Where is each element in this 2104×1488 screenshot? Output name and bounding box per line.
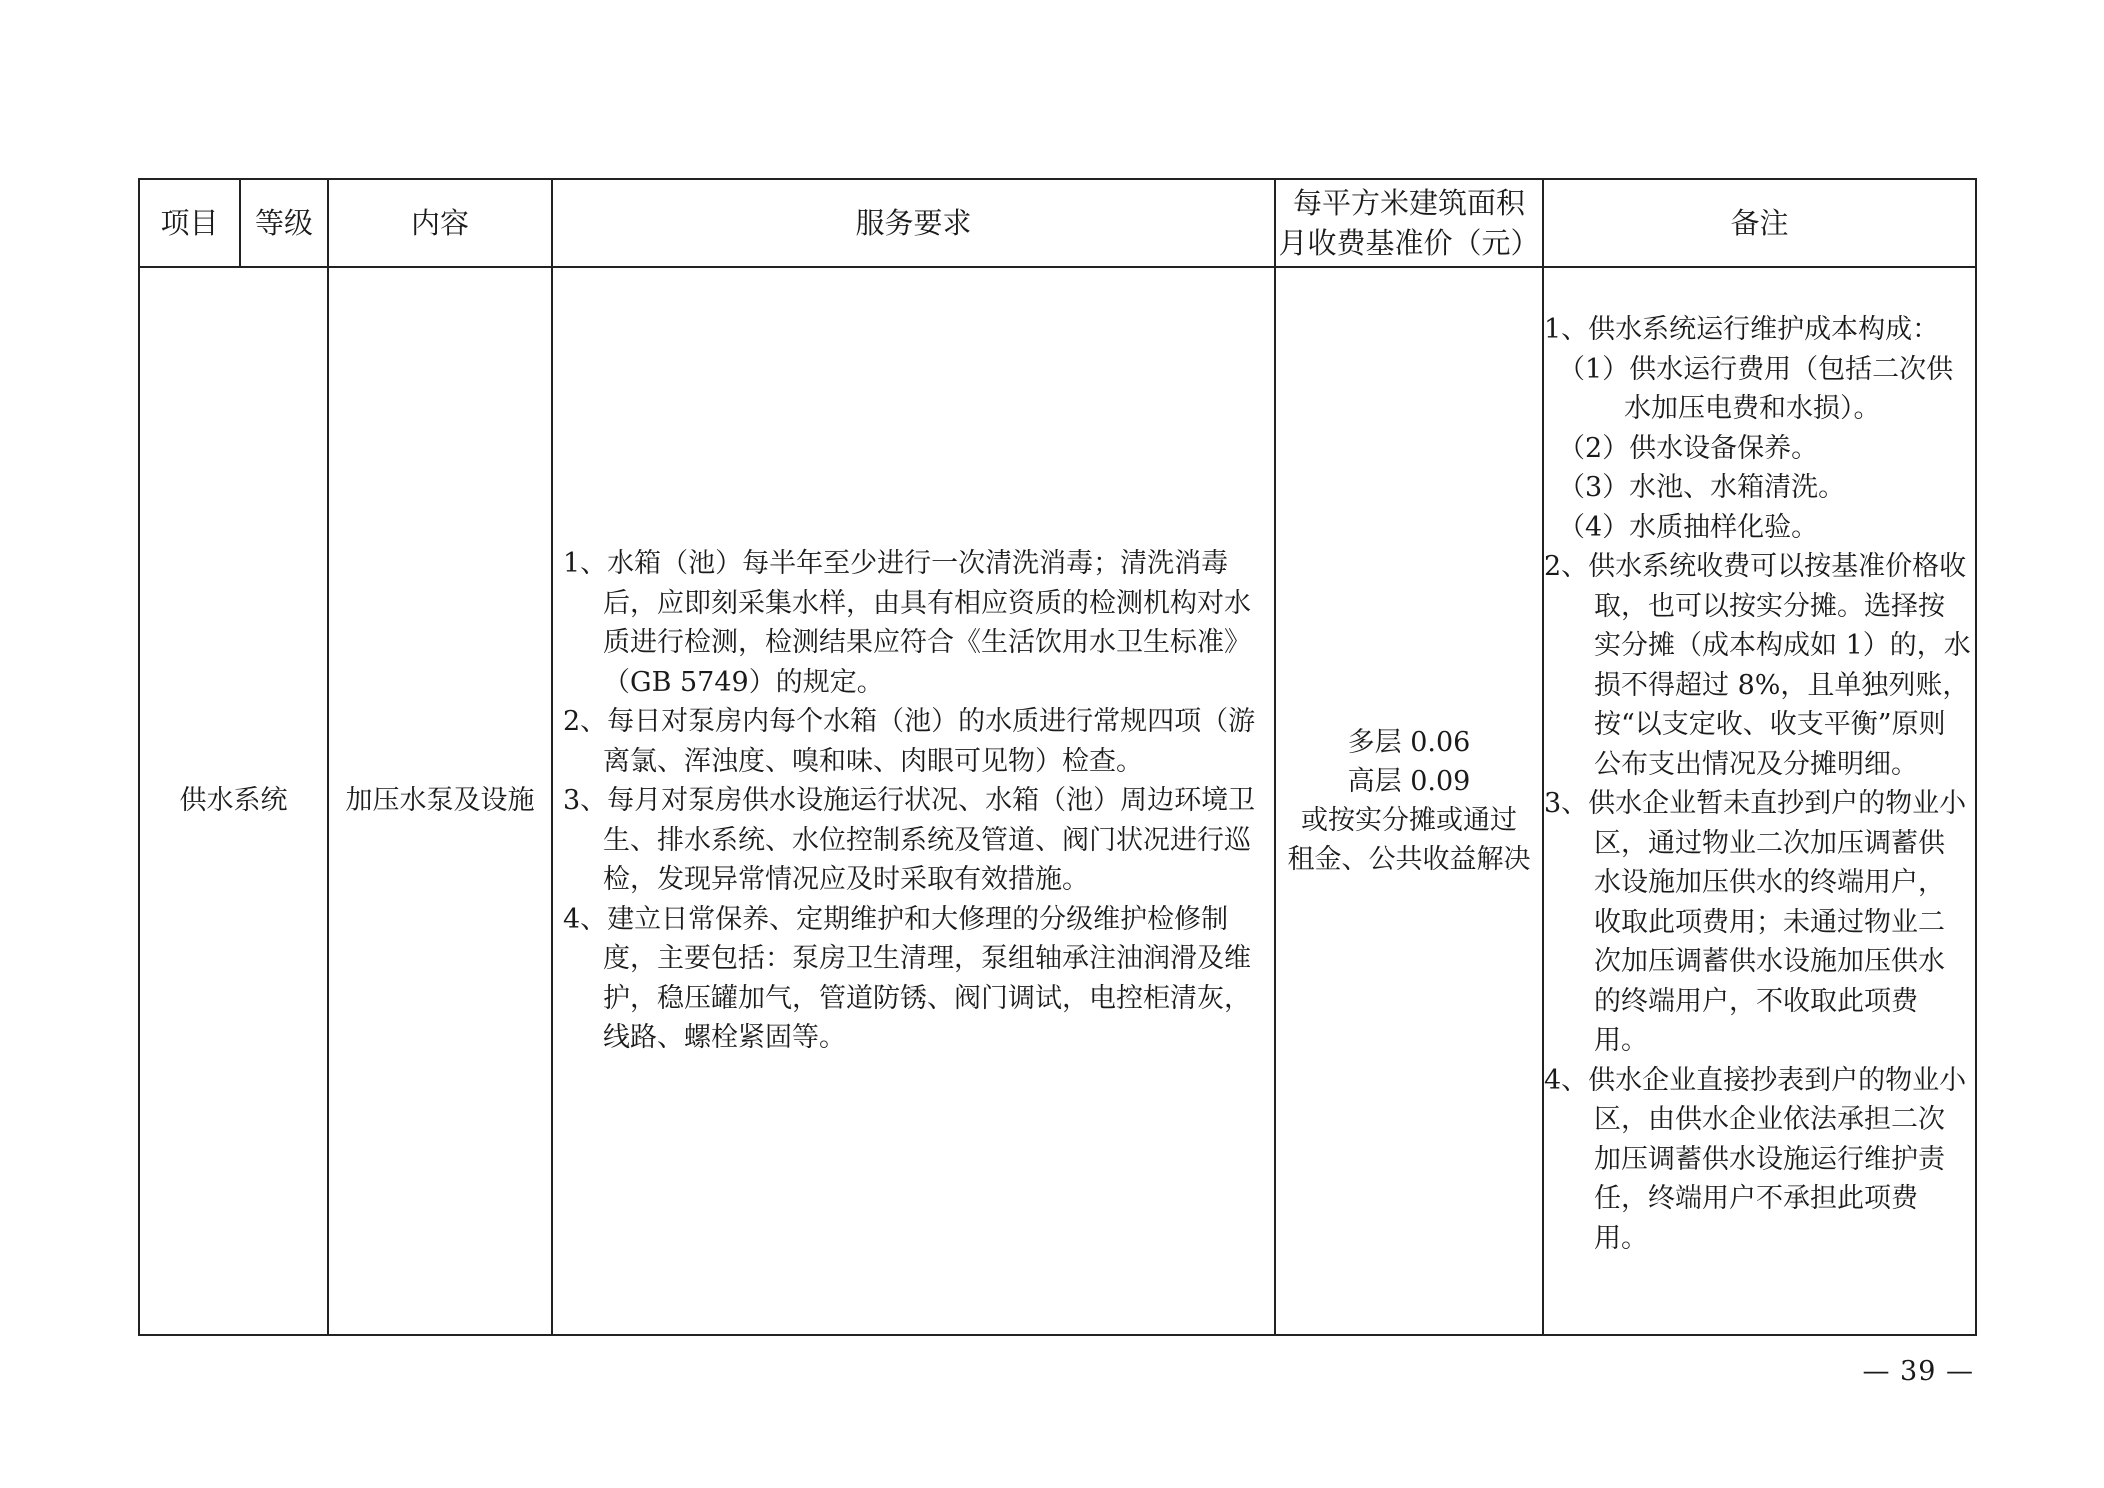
service-standard-table [138,178,1977,1336]
cell-content: 加压水泵及设施 [328,267,552,1335]
price-multi-storey: 多层 0.06 [1347,727,1471,758]
requirement-item: 4、建立日常保养、定期维护和大修理的分级维护检修制度，主要包括：泵房卫生清理，泵组轴承注油润滑及维护，稳压罐加气，管道防锈、阀门调试，电控柜清灰，线路、螺栓紧固等。 [563,903,1251,1054]
header-price-line1: 每平方米建筑面积 [1292,186,1525,220]
remark-1: 1、供水系统运行维护成本构成： [1544,314,1940,345]
cell-price [1275,267,1543,1335]
price-alt-line2: 租金、公共收益解决 [1287,844,1531,875]
header-requirements: 服务要求 [552,179,1275,267]
header-price-line2: 月收费基准价（元） [1278,226,1540,260]
header-grade: 等级 [240,179,328,267]
remark-1-sub: （4）水质抽样化验。 [1558,511,1819,543]
remark-1-sub: （1）供水运行费用（包括二次供水加压电费和水损）。 [1558,353,1954,424]
table-header-row [139,179,1976,267]
requirement-item: 3、每月对泵房供水设施运行状况、水箱（池）周边环境卫生、排水系统、水位控制系统及管道、阀门状况进行巡检，发现异常情况应及时采取有效措施。 [563,785,1256,896]
cell-requirements [552,267,1275,1335]
remark-1-sub: （3）水池、水箱清洗。 [1558,472,1846,503]
requirement-item: 1、水箱（池）每半年至少进行一次清洗消毒；清洗消毒后，应即刻采集水样，由具有相应资质的检测机构对水质进行检测，检测结果应符合《生活饮用水卫生标准》（GB 5749）的规定。 [563,548,1251,698]
header-content: 内容 [328,179,552,267]
remark-4: 4、供水企业直接抄表到户的物业小区，由供水企业依法承担二次加压调蓄供水设施运行维护责任，终端用户不承担此项费用。 [1544,1064,1967,1254]
remark-2: 2、供水系统收费可以按基准价格收取，也可以按实分摊。选择按实分摊（成本构成如 1）的，水损不得超过 8%，且单独列账，按“以支定收、收支平衡”原则公布支出情况及分摊明细。 [1544,551,1971,780]
requirements-list [553,544,1274,1058]
remark-1-sub: （2）供水设备保养。 [1558,432,1819,464]
price-alt-line1: 或按实分摊或通过 [1301,805,1517,836]
requirement-item: 2、每日对泵房内每个水箱（池）的水质进行常规四项（游离氯、浑浊度、嗅和味、肉眼可见物）检查。 [563,706,1256,777]
cell-remarks [1543,267,1976,1335]
page-number: — 39 — [1862,1356,1974,1387]
header-remarks: 备注 [1543,179,1976,267]
header-price [1275,179,1543,267]
remark-3: 3、供水企业暂未直抄到户的物业小区，通过物业二次加压调蓄供水设施加压供水的终端用户，收取此项费用；未通过物业二次加压调蓄供水设施加压供水的终端用户，不收取此项费用。 [1544,788,1967,1056]
table-row [139,267,1976,1335]
header-item: 项目 [139,179,240,267]
price-high-rise: 高层 0.09 [1347,766,1471,797]
cell-item: 供水系统 [139,267,328,1335]
